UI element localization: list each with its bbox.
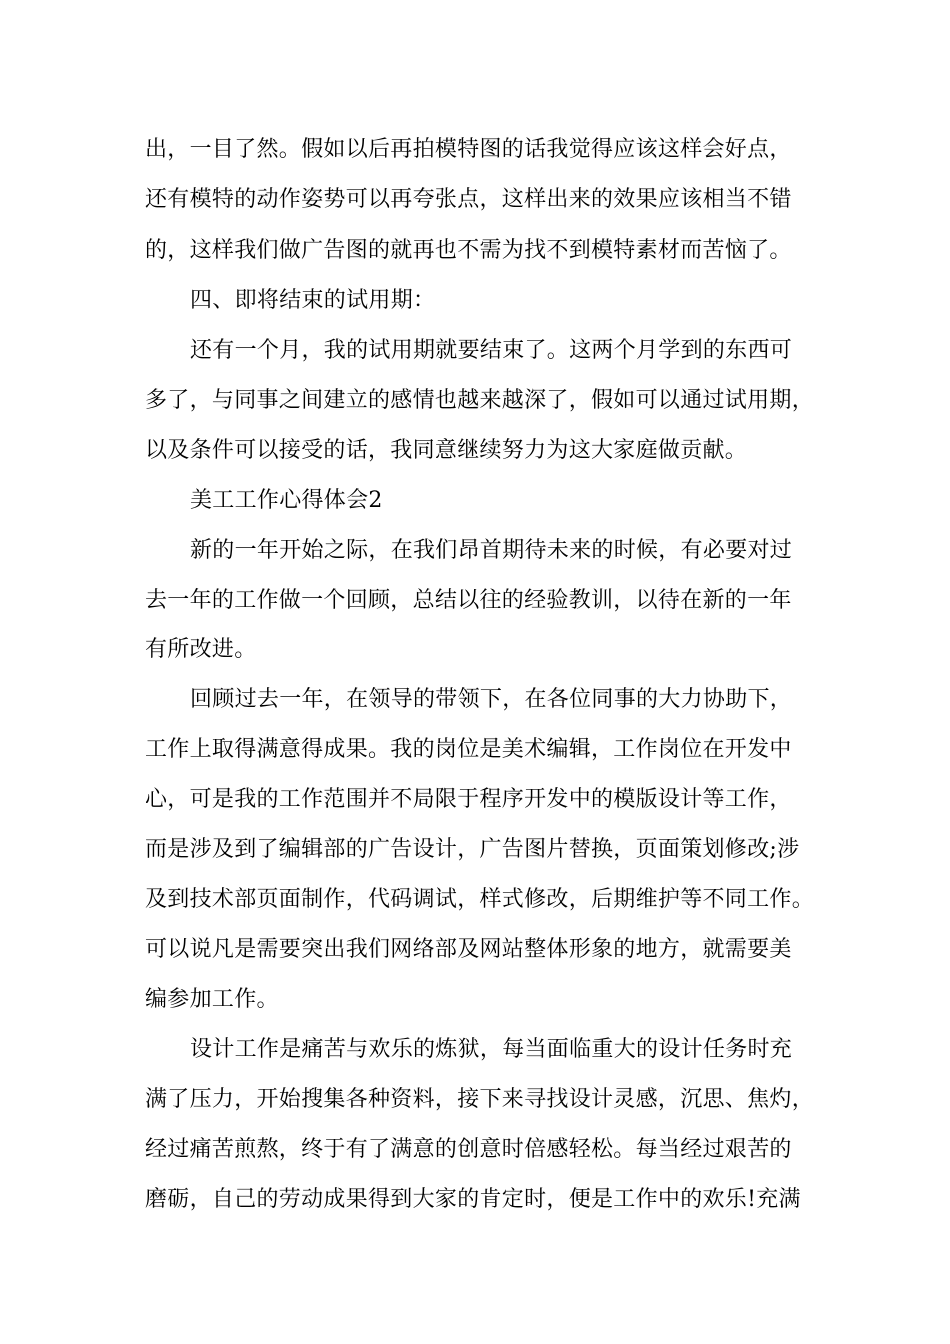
text-line: 回顾过去一年，在领导的带领下，在各位同事的大力协助下， (190, 687, 793, 712)
text-line: 设计工作是痛苦与欢乐的炼狱，每当面临重大的设计任务时充 (190, 1037, 793, 1062)
text-line: 经过痛苦煎熬，终于有了满意的创意时倍感轻松。每当经过艰苦的 (145, 1137, 792, 1162)
text-line: 及到技术部页面制作，代码调试，样式修改，后期维护等不同工作。 (145, 887, 815, 912)
text-line: 的，这样我们做广告图的就再也不需为找不到模特素材而苦恼了。 (145, 238, 792, 263)
article-title: 美工工作心得体会2 (190, 488, 383, 513)
text-line: 多了，与同事之间建立的感情也越来越深了，假如可以通过试用期， (145, 388, 815, 413)
section-heading: 四、即将结束的试用期： (190, 288, 436, 313)
text-line: 以及条件可以接受的话，我同意继续努力为这大家庭做贡献。 (145, 438, 748, 463)
text-line: 新的一年开始之际，在我们昂首期待未来的时候，有必要对过 (190, 538, 793, 563)
text-line: 可以说凡是需要突出我们网络部及网站整体形象的地方，就需要美 (145, 937, 792, 962)
text-line: 磨砺，自己的劳动成果得到大家的肯定时，便是工作中的欢乐!充满 (145, 1187, 801, 1212)
text-line: 编参加工作。 (145, 987, 279, 1012)
text-line: 而是涉及到了编辑部的广告设计，广告图片替换，页面策划修改;涉 (145, 837, 800, 862)
text-line: 心，可是我的工作范围并不局限于程序开发中的模版设计等工作， (145, 787, 792, 812)
text-line: 工作上取得满意得成果。我的岗位是美术编辑，工作岗位在开发中 (145, 737, 792, 762)
text-line: 出，一目了然。假如以后再拍模特图的话我觉得应该这样会好点， (145, 137, 792, 162)
text-line: 还有模特的动作姿势可以再夸张点，这样出来的效果应该相当不错 (145, 187, 792, 212)
text-line: 有所改进。 (145, 637, 257, 662)
text-line: 去一年的工作做一个回顾，总结以往的经验教训，以待在新的一年 (145, 588, 792, 613)
text-line: 还有一个月，我的试用期就要结束了。这两个月学到的东西可 (190, 338, 793, 363)
text-line: 满了压力，开始搜集各种资料，接下来寻找设计灵感，沉思、焦灼， (145, 1087, 815, 1112)
